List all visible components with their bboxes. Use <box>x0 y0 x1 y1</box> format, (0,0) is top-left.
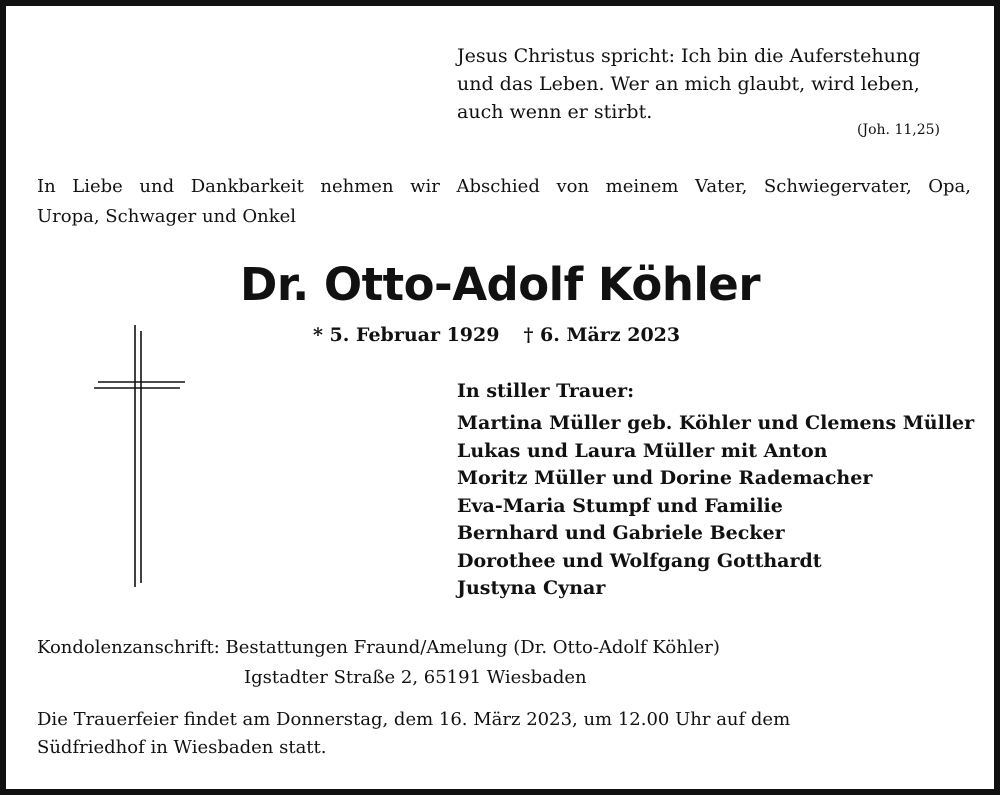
mourner-name: Martina Müller geb. Köhler und Clemens Müller <box>457 412 975 434</box>
mourner-name: Bernhard und Gabriele Becker <box>457 522 785 544</box>
verse-reference: (Joh. 11,25) <box>857 122 940 138</box>
bible-verse <box>457 42 967 126</box>
mourner-name: Eva-Maria Stumpf und Familie <box>457 494 783 517</box>
verse-line: und das Leben. Wer an mich glaubt, wird leben, <box>457 73 920 95</box>
condolence-street: Igstadter Straße 2, 65191 Wiesbaden <box>244 667 587 688</box>
latin-cross-icon <box>86 325 186 587</box>
mourner-name: Justyna Cynar <box>457 577 606 599</box>
intro-text <box>37 172 971 232</box>
mourner-name: Dorothee und Wolfgang Gotthardt <box>457 549 822 572</box>
mourner-name: Lukas und Laura Müller mit Anton <box>457 439 828 462</box>
condolence-line: Kondolenzanschrift: Bestattungen Fraund/Amelung (Dr. Otto-Adolf Köhler) <box>37 637 720 658</box>
intro-line: In Liebe und Dankbarkeit nehmen wir Abschied von meinem Vater, Schwiegervater, Opa, <box>37 176 971 197</box>
birth-date: * 5. Februar 1929 <box>313 324 500 346</box>
deceased-name: Dr. Otto-Adolf Köhler <box>239 258 761 311</box>
verse-line: auch wenn er stirbt. <box>457 101 653 123</box>
mourner-name: Moritz Müller und Dorine Rademacher <box>457 467 873 489</box>
ceremony-line: Südfriedhof in Wiesbaden statt. <box>37 737 327 758</box>
verse-line: Jesus Christus spricht: Ich bin die Auferstehung <box>457 45 921 67</box>
ceremony-line: Die Trauerfeier findet am Donnerstag, dem 16. März 2023, um 12.00 Uhr auf dem <box>37 709 791 730</box>
life-dates <box>313 324 680 346</box>
death-date: † 6. März 2023 <box>523 324 681 346</box>
condolence-address <box>37 633 977 693</box>
mourners-list <box>457 410 987 603</box>
mourners-heading: In stiller Trauer: <box>457 380 635 402</box>
ceremony-info <box>37 706 977 762</box>
intro-line: Uropa, Schwager und Onkel <box>37 206 297 227</box>
